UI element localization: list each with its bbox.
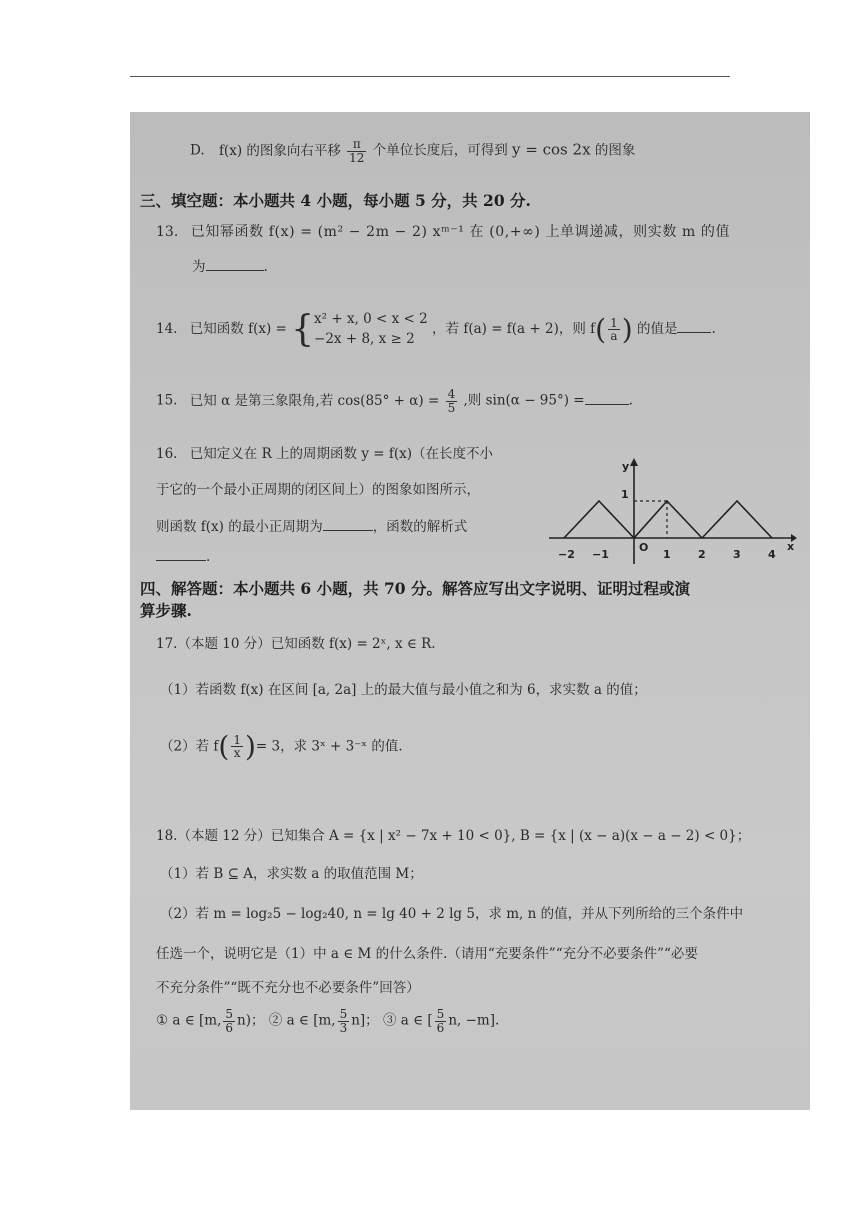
frac-den: 6	[225, 1020, 234, 1035]
x-tick: −1	[592, 548, 609, 561]
q17-rparen: )	[244, 730, 256, 763]
q18-part2-l1: （2）若 m = log₂5 − log₂40, n = lg 40 + 2 lg 5，求 m, n 的值，并从下列所给的三个条件中	[160, 906, 744, 922]
q13-blank	[206, 258, 264, 271]
option-d-formula: y = cos 2x	[512, 140, 591, 159]
q17-part2-a: （2）若 f	[160, 738, 219, 755]
q14-blank	[677, 320, 711, 333]
q14-lparen: (	[595, 312, 607, 346]
y-label: y	[622, 460, 630, 473]
q13-number: 13.	[156, 224, 179, 240]
y-tick-1: 1	[621, 488, 629, 501]
q17-lparen: (	[218, 730, 230, 763]
q18-part2-l2: 任选一个，说明它是（1）中 a ∈ M 的什么条件.（请用“充要条件”“充分不必要条件”“必要	[156, 946, 698, 962]
q17-part2	[160, 730, 403, 764]
option-d-text3: 的图象	[594, 142, 636, 159]
q14-period: .	[711, 321, 716, 338]
q16-line2: 于它的一个最小正周期的闭区间上）的图象如图所示，	[156, 482, 480, 498]
q14	[156, 308, 716, 351]
q18-options	[156, 1008, 499, 1034]
q17-part2-b: = 3，求 3ˣ + 3⁻ˣ 的值.	[255, 738, 403, 755]
frac-num: π	[347, 138, 366, 152]
q16-blank1	[323, 518, 373, 531]
q18-opt2-frac	[338, 1008, 350, 1034]
q14-case1: x² + x, 0 < x < 2	[314, 311, 428, 328]
scanned-page	[130, 112, 810, 1110]
frac-den: 5	[447, 400, 456, 415]
q13-period: .	[263, 259, 268, 275]
q17-intro: 17.（本题 10 分）已知函数 f(x) = 2ˣ, x ∈ R.	[156, 636, 436, 652]
x-tick: 3	[733, 548, 741, 561]
frac-den: 6	[436, 1020, 445, 1035]
x-tick: −2	[558, 548, 575, 561]
q14-piecewise	[314, 310, 428, 349]
q13-line2	[192, 258, 268, 275]
x-label: x	[787, 540, 795, 553]
frac-num: 1	[610, 315, 618, 330]
q18-part1: （1）若 B ⊆ A，求实数 a 的取值范围 M；	[160, 866, 423, 882]
option-d-label: D.	[190, 142, 205, 159]
q18-opt3-frac	[435, 1008, 447, 1034]
q15-fraction	[446, 388, 458, 414]
option-d-text1: f(x) 的图象向右平移	[218, 142, 341, 159]
q16-line3	[156, 518, 467, 535]
q14-text2: ，若 f(a) = f(a + 2)，则 f	[432, 321, 596, 338]
frac-den: x	[233, 746, 241, 761]
q18-part2-l3: 不充分条件”“既不充分也不必要条件”回答）	[156, 980, 420, 996]
section3-heading: 三、填空题：本小题共 4 小题，每小题 5 分，共 20 分.	[140, 191, 531, 210]
q18-opt3-a: ③ a ∈ [	[382, 1012, 433, 1029]
q16-text3b: ，函数的解析式	[372, 519, 468, 535]
q14-text3: 的值是	[636, 321, 678, 338]
q15-text1: 已知 α 是第三象限角,若 cos(85° + α) =	[189, 392, 440, 409]
frac-den: a	[610, 329, 618, 344]
function-curve	[564, 501, 772, 538]
q16-text1: 已知定义在 R 上的周期函数 y = f(x)（在长度不小	[189, 446, 493, 462]
q14-brace: {	[291, 309, 315, 350]
q18-intro: 18.（本题 12 分）已知集合 A = {x | x² − 7x + 10 < 0}, B = {x | (x − a)(x − a − 2) < 0}；	[156, 828, 751, 844]
q16-number: 16.	[156, 446, 178, 462]
q15-number: 15.	[156, 392, 178, 409]
q18-opt1-a: ① a ∈ [m,	[156, 1012, 222, 1029]
frac-num: 1	[233, 732, 241, 747]
q17-part1: （1）若函数 f(x) 在区间 [a, 2a] 上的最大值与最小值之和为 6，求实数 a 的值；	[160, 682, 647, 698]
q18-opt1-frac	[223, 1008, 235, 1034]
q16-blank2	[156, 548, 206, 561]
q13-text2: 为	[192, 259, 206, 275]
frac-den: 3	[339, 1020, 348, 1035]
section4-heading2: 算步骤.	[140, 601, 192, 620]
frac-num: 5	[225, 1007, 234, 1021]
q17-fraction	[231, 734, 243, 760]
q16-line4	[156, 548, 210, 565]
q14-rparen: )	[621, 312, 633, 346]
q15-blank	[585, 392, 629, 405]
q16-text3a: 则函数 f(x) 的最小正周期为	[156, 519, 323, 535]
q18-opt2-a: ② a ∈ [m,	[268, 1012, 336, 1029]
q18-opt3-b: n, −m].	[448, 1012, 500, 1029]
frac-num: 5	[436, 1007, 445, 1021]
q15-text2: ,则 sin(α − 95°) =	[463, 392, 585, 409]
header-rule	[130, 76, 730, 77]
origin-label: O	[639, 541, 649, 554]
x-tick: 2	[698, 548, 706, 561]
frac-den: 12	[349, 150, 365, 165]
q16-graph	[547, 450, 797, 570]
q16-period: .	[206, 549, 211, 565]
option-d-fraction	[347, 138, 366, 164]
x-tick: 1	[663, 548, 671, 561]
q15	[156, 388, 633, 414]
q13-text: 已知幂函数 f(x) = (m² − 2m − 2) xᵐ⁻¹ 在 (0,+∞) 上单调递减，则实数 m 的值	[190, 224, 731, 240]
section4-heading1: 四、解答题：本小题共 6 小题，共 70 分。解答应写出文字说明、证明过程或演	[140, 579, 690, 598]
q14-fraction	[608, 317, 620, 343]
q18-opt2-b: n]；	[351, 1012, 379, 1029]
option-d-text2: 个单位长度后，可得到	[372, 142, 508, 159]
q14-case2: −2x + 8, x ≥ 2	[314, 330, 415, 347]
frac-num: 4	[447, 387, 456, 401]
option-d	[190, 138, 635, 164]
q16-line1	[156, 446, 493, 462]
y-axis-arrow	[630, 458, 638, 466]
q14-number: 14.	[156, 321, 178, 338]
q14-text1: 已知函数 f(x) =	[189, 321, 287, 338]
frac-num: 5	[339, 1007, 348, 1021]
q15-period: .	[628, 392, 633, 409]
q18-opt1-b: n)；	[237, 1012, 265, 1029]
x-tick: 4	[768, 548, 776, 561]
q13-line1	[156, 224, 730, 241]
